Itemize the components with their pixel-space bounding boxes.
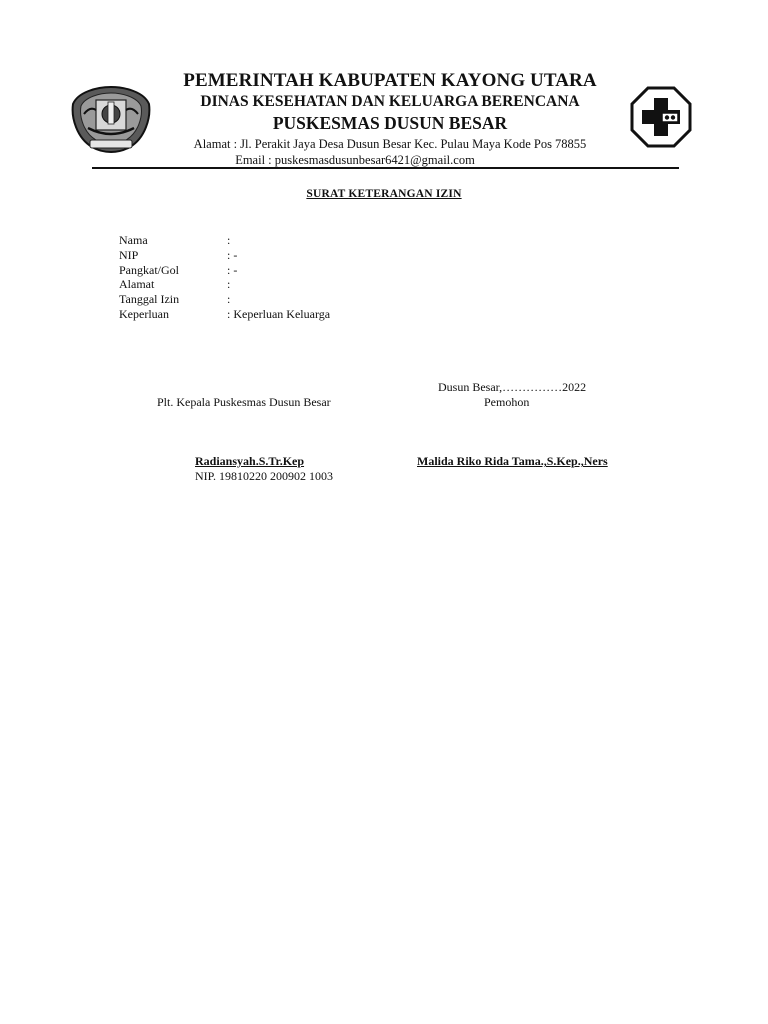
head-signatory-name: Radiansyah.S.Tr.Kep [195,454,305,468]
letterhead-divider [92,167,679,169]
applicant-title: Pemohon [484,395,530,409]
place-date-line: Dusun Besar,……………2022 [438,380,587,394]
field-value: : - [227,262,238,277]
field-row-pangkat [119,263,330,278]
field-value: : - [227,247,238,262]
applicant-fields [119,233,330,322]
field-label: Nama [119,233,148,247]
head-title: Plt. Kepala Puskesmas Dusun Besar [157,395,331,409]
field-row-nip [119,248,330,263]
field-row-nama [119,233,330,248]
institution-email: Email : puskesmasdusunbesar6421@gmail.com [235,153,475,167]
letterhead [150,70,630,168]
department-name: DINAS KESEHATAN DAN KELUARGA BERENCANA [200,93,580,110]
puskesmas-cross-icon [630,86,692,148]
field-value: : Keperluan Keluarga [227,306,331,321]
institution-name: PUSKESMAS DUSUN BESAR [272,113,508,133]
applicant-signatory-name: Malida Riko Rida Tama.,S.Kep.,Ners [417,454,608,468]
field-row-keperluan [119,307,330,322]
document-title: SURAT KETERANGAN IZIN [306,188,462,200]
field-label: Pangkat/Gol [119,262,179,277]
field-label: Keperluan [119,306,169,321]
regency-emblem-icon [70,84,152,154]
field-value: : [227,277,231,292]
field-label: Tanggal Izin [119,292,180,307]
field-value: : [227,233,231,247]
field-row-alamat [119,277,330,292]
government-name: PEMERINTAH KABUPATEN KAYONG UTARA [183,70,597,91]
field-row-tanggal-izin [119,292,330,307]
institution-address: Alamat : Jl. Perakit Jaya Desa Dusun Besar Kec. Pulau Maya Kode Pos 78855 [193,137,587,151]
field-value: : [227,292,231,307]
field-label: NIP [119,247,139,262]
field-label: Alamat [119,277,155,292]
head-signatory-nip: NIP. 19810220 200902 1003 [195,469,334,483]
